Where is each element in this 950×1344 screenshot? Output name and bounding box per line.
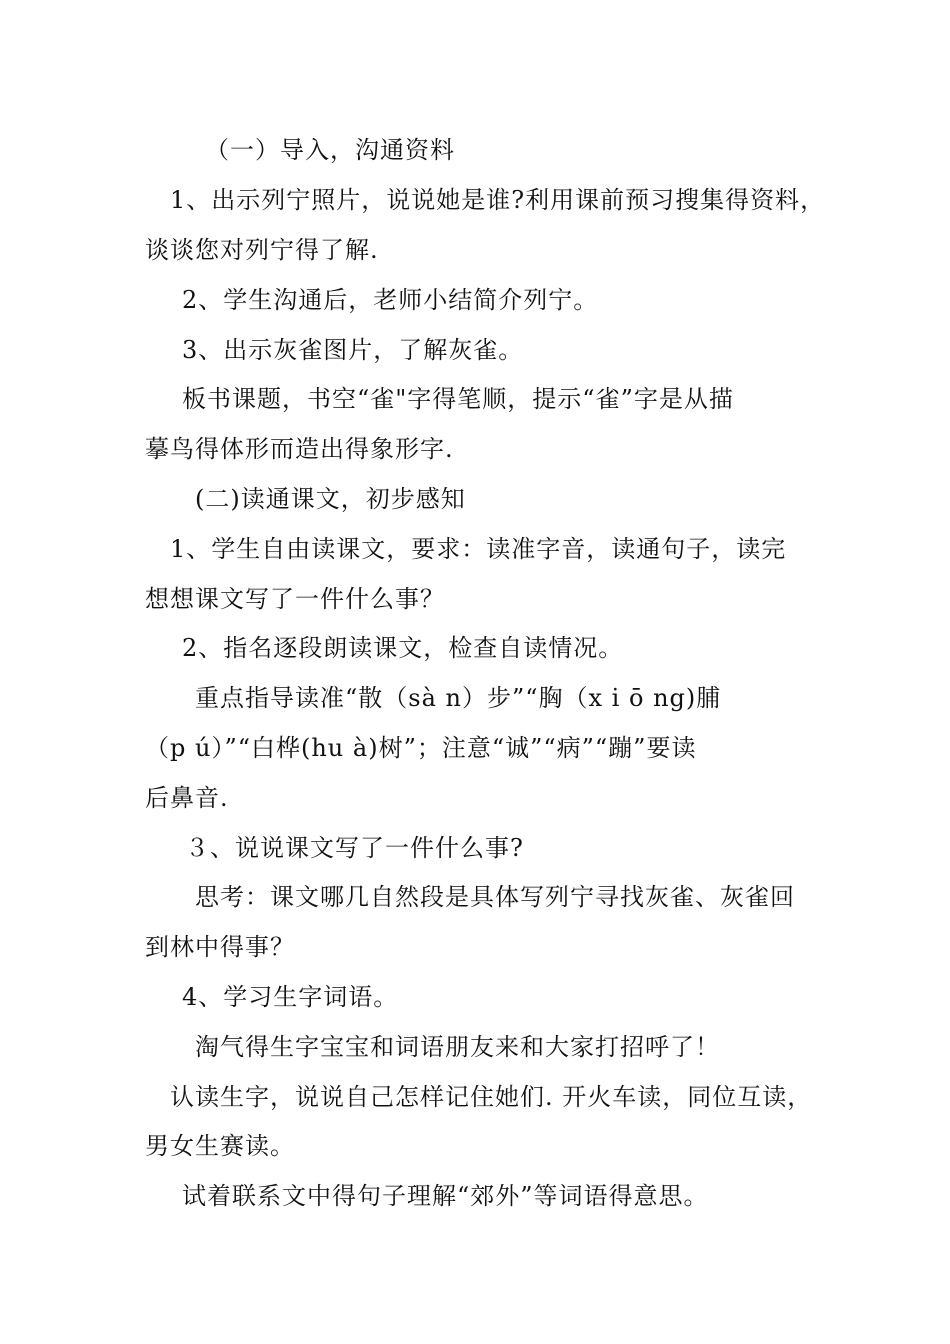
section-heading-reading: (二)读通课文，初步感知 — [195, 485, 466, 513]
paragraph-line: 2、学生沟通后，老师小结简介列宁。 — [182, 286, 599, 314]
paragraph-line: 淘气得生字宝宝和词语朋友来和大家打招呼了！ — [195, 1033, 720, 1061]
paragraph-line: 想想课文写了一件什么事？ — [145, 585, 445, 613]
paragraph-line: 后鼻音. — [145, 784, 229, 812]
paragraph-line: 谈谈您对列宁得了解. — [145, 236, 379, 264]
paragraph-line: 摹鸟得体形而造出得象形字. — [145, 435, 454, 463]
paragraph-line: 板书课题，书空“雀"字得笔顺，提示“雀”字是从描 — [182, 385, 734, 413]
paragraph-line: ３、说说课文写了一件什么事? — [185, 834, 524, 862]
section-heading-intro: （一）导入，沟通资料 — [205, 136, 455, 164]
paragraph-line: 认读生字，说说自己怎样记住她们. 开火车读，同位互读， — [170, 1083, 813, 1111]
paragraph-line: 2、指名逐段朗读课文，检查自读情况。 — [182, 634, 624, 662]
paragraph-line: 1、出示列宁照片，说说她是谁?利用课前预习搜集得资料， — [170, 186, 826, 214]
paragraph-line: 4、学习生字词语。 — [182, 983, 399, 1011]
paragraph-line: 试着联系文中得句子理解“郊外”等词语得意思。 — [182, 1182, 709, 1210]
paragraph-line: （p ú）”“白桦(hu à)树”；注意“诚”“病”“蹦”要读 — [145, 734, 697, 762]
paragraph-line: 男女生赛读。 — [145, 1132, 295, 1160]
paragraph-line: 重点指导读准“散（sà n）步”“胸（x i ō ng)脯 — [195, 684, 722, 712]
paragraph-line: 3、出示灰雀图片，了解灰雀。 — [182, 336, 524, 364]
paragraph-line: 到林中得事？ — [145, 933, 295, 961]
paragraph-line: 1、学生自由读课文，要求：读准字音，读通句子，读完 — [170, 535, 787, 563]
paragraph-line: 思考：课文哪几自然段是具体写列宁寻找灰雀、灰雀回 — [195, 883, 795, 911]
